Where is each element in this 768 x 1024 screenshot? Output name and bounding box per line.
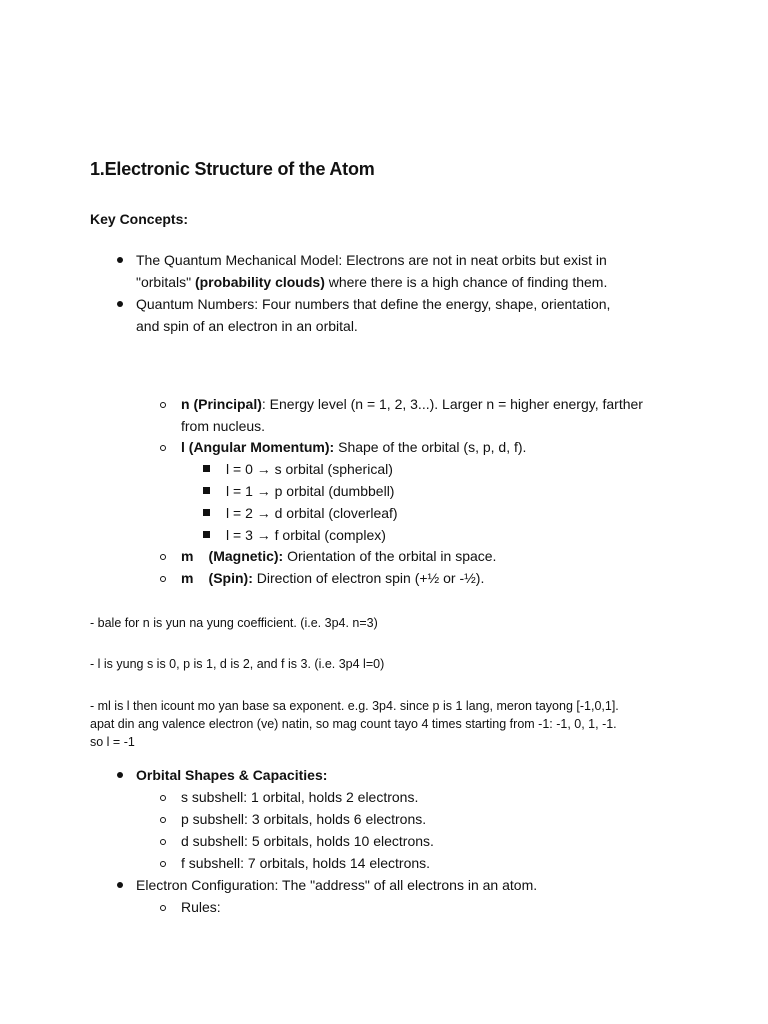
- quantum-number-ml: m (Magnetic): Orientation of the orbital in space.: [181, 548, 497, 564]
- bullet-dot: [117, 301, 123, 307]
- bullet-dot: [117, 882, 123, 888]
- hollow-bullet: [160, 554, 166, 560]
- quantum-number-n-continued: from nucleus.: [181, 418, 266, 434]
- hollow-bullet: [160, 817, 166, 823]
- note-line: - ml is l then icount mo yan base sa exponent. e.g. 3p4. since p is 1 lang, meron tayong [-1,0,1].: [90, 699, 619, 713]
- note-line: so l = -1: [90, 735, 135, 749]
- hollow-bullet: [160, 795, 166, 801]
- l-value-item: l = 1 → p orbital (dumbbell): [226, 483, 395, 499]
- quantum-number-l: l (Angular Momentum): Shape of the orbital (s, p, d, f).: [181, 439, 527, 455]
- hollow-bullet: [160, 402, 166, 408]
- quantum-number-ms: m (Spin): Direction of electron spin (+½ or -½).: [181, 570, 485, 586]
- rules-label: Rules:: [181, 899, 221, 915]
- bullet-text: The Quantum Mechanical Model: Electrons are not in neat orbits but exist in: [136, 252, 607, 268]
- key-concepts-heading: Key Concepts:: [90, 211, 189, 227]
- square-bullet: [203, 509, 210, 516]
- hollow-bullet: [160, 905, 166, 911]
- bullet-text: Quantum Numbers: Four numbers that define the energy, shape, orientation,: [136, 296, 611, 312]
- hollow-bullet: [160, 445, 166, 451]
- l-value-item: l = 0 → s orbital (spherical): [226, 461, 393, 477]
- hollow-bullet: [160, 861, 166, 867]
- note-line: - l is yung s is 0, p is 1, d is 2, and f is 3. (i.e. 3p4 l=0): [90, 657, 385, 671]
- electron-config-text: Electron Configuration: The "address" of all electrons in an atom.: [136, 877, 538, 893]
- page-title: 1.Electronic Structure of the Atom: [90, 159, 375, 179]
- hollow-bullet: [160, 839, 166, 845]
- hollow-bullet: [160, 576, 166, 582]
- orbital-shape-item: s subshell: 1 orbital, holds 2 electrons.: [181, 789, 419, 805]
- square-bullet: [203, 531, 210, 538]
- bullet-dot: [117, 257, 123, 263]
- square-bullet: [203, 465, 210, 472]
- quantum-number-n: n (Principal): Energy level (n = 1, 2, 3...). Larger n = higher energy, farther: [181, 396, 643, 412]
- l-value-item: l = 3 → f orbital (complex): [226, 527, 386, 543]
- bullet-dot: [117, 772, 123, 778]
- l-value-item: l = 2 → d orbital (cloverleaf): [226, 505, 398, 521]
- note-line: apat din ang valence electron (ve) natin, so mag count tayo 4 times starting from -1: -1, 0, 1, -1.: [90, 717, 617, 731]
- bullet-text-continued: "orbitals" (probability clouds) where there is a high chance of finding them.: [136, 274, 608, 290]
- square-bullet: [203, 487, 210, 494]
- bullet-text-continued: and spin of an electron in an orbital.: [136, 318, 358, 334]
- note-line: - bale for n is yun na yung coefficient. (i.e. 3p4. n=3): [90, 616, 378, 630]
- orbital-shapes-heading: Orbital Shapes & Capacities:: [136, 767, 328, 783]
- orbital-shape-item: d subshell: 5 orbitals, holds 10 electrons.: [181, 833, 434, 849]
- orbital-shape-item: f subshell: 7 orbitals, holds 14 electrons.: [181, 855, 431, 871]
- orbital-shape-item: p subshell: 3 orbitals, holds 6 electrons.: [181, 811, 427, 827]
